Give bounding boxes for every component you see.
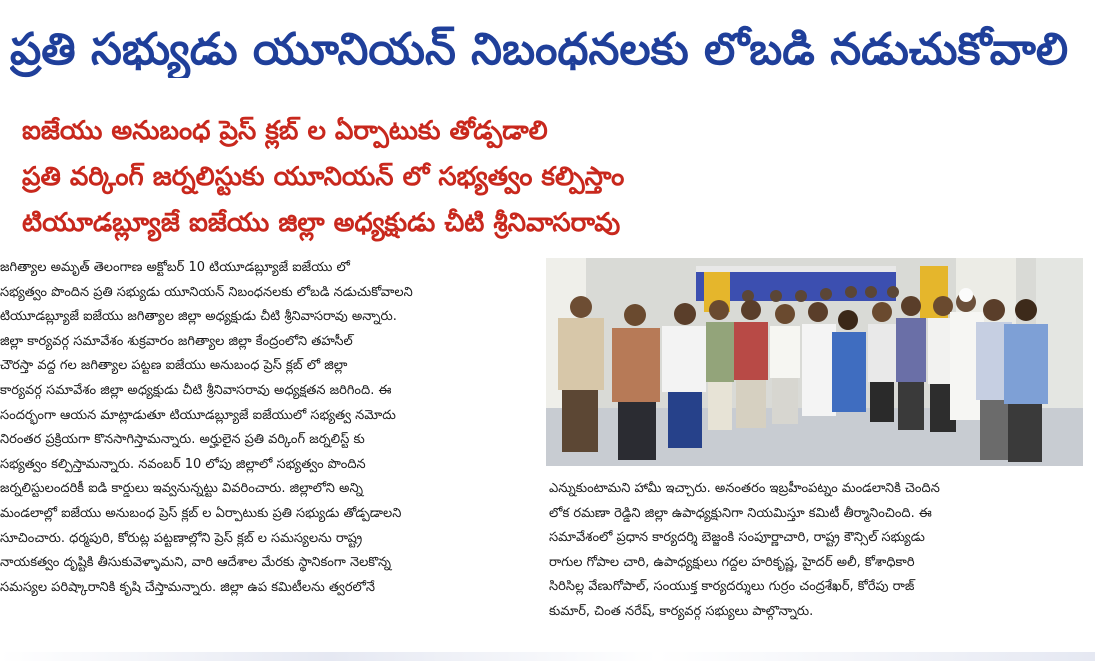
body-line: నిరంతర ప్రక్రియగా కొనసాగిస్తామన్నారు. అర్హులైన ప్రతి వర్కింగ్ జర్నలిస్ట్ కు xyxy=(0,432,365,448)
body-line: సందర్భంగా ఆయన మాట్లాడుతూ టియూడబ్ల్యూజే ఐజేయులో సభ్యత్వ నమోదు xyxy=(0,407,396,423)
body-line: మండలాల్లో ఐజేయు అనుబంధ ప్రెస్ క్లబ్ ల ఏర్పాటుకు ప్రతి సభ్యుడు తోడ్పడాలని xyxy=(0,505,402,521)
subheadline-group xyxy=(22,108,1082,246)
body-line: చౌరస్తా వద్ద గల జగిత్యాల పట్టణ ఐజేయు అనుబంధ ప్రెస్ క్లబ్ లో జిల్లా xyxy=(0,358,348,374)
body-line: ఎన్నుకుంటామని హామీ ఇచ్చారు. అనంతరం ఇబ్రహీంపట్నం మండలానికి చెందిన xyxy=(549,481,940,496)
subheadline-1: ఐజేయు అనుబంధ ప్రెస్ క్లబ్ ల ఏర్పాటుకు తోడ్పడాలి xyxy=(22,116,548,146)
article-body-right xyxy=(549,477,1089,647)
body-line: నాయకత్వం దృష్టికి తీసుకువెళ్ళామని, వారి ఆదేశాల మేరకు స్థానికంగా నెలకొన్న xyxy=(0,555,391,571)
article-headline: ప్రతి సభ్యుడు యూనియన్ నిబంధనలకు లోబడి నడుచుకోవాలి xyxy=(10,24,1069,75)
body-line: రాగుల గోపాల చారి, ఉపాధ్యక్షులు గద్దల హరికృష్ణ, హైదర్ అలీ, కోశాధికారి xyxy=(549,554,915,570)
body-line: జిల్లా కార్యవర్గ సమావేశం శుక్రవారం జగిత్యాల జిల్లా కేంద్రంలోని తహసీల్ xyxy=(0,333,353,349)
group-photo-illustration xyxy=(546,258,1083,466)
body-line: కార్యవర్గ సమావేశం జిల్లా అధ్యక్షుడు చీటి శ్రీనివాసరావు అధ్యక్షతన జరిగింది. ఈ xyxy=(0,382,392,398)
body-line: సమస్యల పరిష్కారానికి కృషి చేస్తామన్నారు. జిల్లా ఉప కమిటీలను త్వరలోనే xyxy=(0,579,376,595)
body-line: సభ్యత్వం కల్పిస్తామన్నారు. నవంబర్ 10 లోపు జిల్లాలో సభ్యత్వం పొందిన xyxy=(0,456,366,472)
body-line: సిరిసిల్ల వేణుగోపాల్, సంయుక్త కార్యదర్శులు గుర్రం చంద్రశేఖర్, కోరేపు రాజ్ xyxy=(549,579,915,595)
subheadline-3: టియూడబ్ల్యూజే ఐజేయు జిల్లా అధ్యక్షుడు చీటి శ్రీనివాసరావు xyxy=(22,208,621,238)
group-photo xyxy=(546,258,1083,466)
body-line: జర్నలిస్టులందరికీ ఐడి కార్డులు ఇవ్వనున్నట్టు వివరించారు. జిల్లాలోని అన్ని xyxy=(0,481,364,497)
body-line: సమావేశంలో ప్రధాన కార్యదర్శి బెజ్జంకి సంపూర్ణాచారి, రాష్ట్ర కౌన్సిల్ సభ్యుడు xyxy=(549,530,925,546)
article-body-left xyxy=(0,256,535,656)
body-line: జగిత్యాల అమృత్ తెలంగాణ అక్టోబర్ 10 టియూడబ్ల్యూజే ఐజేయు లో xyxy=(0,260,350,275)
body-line: సూచించారు. ధర్మపురి, కోరుట్ల పట్టణాల్లోని ప్రెస్ క్లబ్ ల సమస్యలను రాష్ట్ర xyxy=(0,530,363,546)
body-line: టియూడబ్ల్యూజే ఐజేయు జగిత్యాల జిల్లా అధ్యక్షుడు చీటి శ్రీనివాసరావు అన్నారు. xyxy=(0,309,397,325)
body-line: లోక రమణా రెడ్డిని జిల్లా ఉపాధ్యక్షునిగా నియమిస్తూ కమిటీ తీర్మానించింది. ఈ xyxy=(549,505,932,521)
bottom-strip xyxy=(0,652,1095,661)
subheadline-2: ప్రతి వర్కింగ్ జర్నలిస్టుకు యూనియన్ లో సభ్యత్వం కల్పిస్తాం xyxy=(22,162,625,192)
body-line: సభ్యత్వం పొందిన ప్రతి సభ్యుడు యూనియన్ నిబంధనలకు లోబడి నడుచుకోవాలని xyxy=(0,284,413,300)
body-line: కుమార్, చింత నరేష్, కార్యవర్గ సభ్యులు పాల్గొన్నారు. xyxy=(549,603,814,619)
